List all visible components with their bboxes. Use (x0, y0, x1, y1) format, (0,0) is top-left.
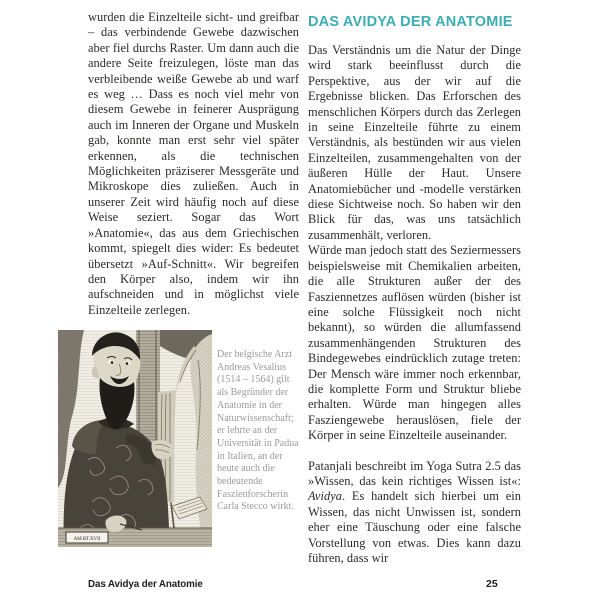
figure-caption: Der belgische Arzt Andreas Vesalius (1514 – 1564) gilt als Begründer der Anatomie in der Naturwissenschaft; er lehrte an der Universität in Padua in Italien, an der heute auch die bedeutende Faszienforscherin Carla Stecco wirkt. (217, 349, 299, 513)
vesalius-engraving (58, 330, 212, 547)
paragraph-3 (308, 459, 521, 567)
right-column (308, 10, 521, 566)
paragraph-1: Das Verständnis um die Natur der Dinge wird stark beeinflusst durch die Perspektive, aus der wir auf die Ergebnisse blicken. Das Erforschen des menschlichen Körpers durch das Zerlegen in seine Einzelteile führte zu einem Verständnis, als bestünden wir aus vielen Einzelteilen, zusammengehalten von der äußeren Hülle der Haut. Unsere Anatomiebücher und -modelle verstärken diese Sichtweise noch. So haben wir den Blick für das, was uns tatsächlich zusammenhält, verloren. (308, 43, 521, 242)
running-footer-title: Das Avidya der Anatomie (88, 579, 203, 590)
left-column (88, 10, 299, 318)
section-heading: DAS AVIDYA DER ANATOMIE (308, 14, 513, 30)
paragraph-2: Würde man jedoch statt des Seziermessers beispielsweise mit Chemikalien arbeiten, die alle Strukturen außer der des Fasziennetzes auflösen würden (bisher ist eine solche Flüssigkeit noch nicht bekannt), so würden die allumfassend zusammenhängenden Strukturen des Bindegewebes eindrücklich zutage treten: Der Mensch wäre immer noch erkennbar, die komplette Form und Struktur bliebe erhalten. Würde man hingegen alles Fasziengewebe herauslösen, fiele der Körper in seine Einzelteile auseinander. (308, 243, 521, 443)
engraving-plaque-text: AM.RT.XVII (73, 537, 101, 542)
left-column-text: wurden die Einzelteile sicht- und greifbar – das verbindende Gewebe dazwischen aber fiel durchs Raster. Um dann auch die andere Seite freizulegen, löste man das verbleibende weiße Gewebe ab und warf es weg … Dass es noch viel mehr von diesem Gewebe in feinerer Ausprägung auch im Inneren der Organe und Muskeln gab, konnte man erst sehr viel später erkennen, als die technischen Möglichkeiten präziserer Messgeräte und Mikroskope dies zuließen. Auch in unserer Zeit wird häufig noch auf diese Weise seziert. Sogar das Wort »Anatomie«, das aus dem Griechischen kommt, spiegelt dies wider: Es bedeutet übersetzt »Auf-Schnitt«. Wir begreifen den Körper also, indem wir ihn aufschneiden und in möglichst viele Einzelteile zerlegen. (88, 10, 299, 317)
paragraph-3-text: Patanjali beschreibt im Yoga Sutra 2.5 das »Wissen, das kein richtiges Wissen ist«: (308, 458, 521, 488)
figure (58, 330, 212, 547)
avidya-italic-term: Avidya (308, 489, 343, 504)
page-number: 25 (486, 578, 498, 590)
paragraph-3-text-after: . Es handelt sich hierbei um ein Wissen, das nicht Unwissen ist, sondern eher eine Täuschung oder eine falsche Vorstellung von etwas. Dies kann dazu führen, dass wir (308, 489, 521, 565)
